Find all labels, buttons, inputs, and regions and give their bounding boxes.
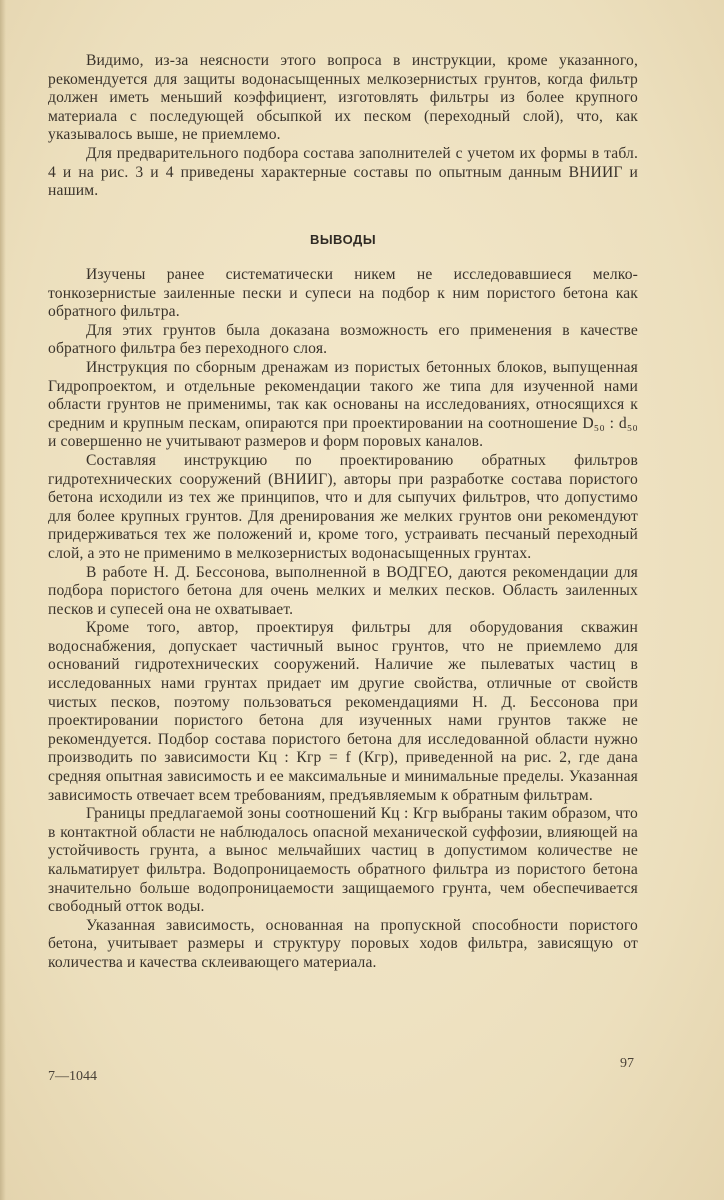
paragraph: Составляя инструкцию по проектированию обратных фильтров гидротехнических сооружений (ВНИИГ), авторы при разработке состава пористого бетона исходили из тех же принципов, что и для сыпучих фильтров, что допустимо для более крупных грунтов. Для дренирования же мелких грунтов они рекомендуют придерживаться тех же положений и, кроме того, устраивать песчаный переходный слой, а это не применимо в мелкозернистых водонасыщенных грунтах. <box>48 451 638 562</box>
paragraph: В работе Н. Д. Бессонова, выполненной в ВОДГЕО, даются рекомендации для подбора пористого бетона для очень мелких и мелких песков. Область заиленных песков и супесей она не охватывает. <box>48 563 638 618</box>
paragraph: Видимо, из-за неясности этого вопроса в инструкции, кроме указанного, рекомендуется для защиты водонасыщенных мелкозернистых грунтов, когда фильтр должен иметь меньший коэффициент, изготовлять фильтры из более крупного материала с последующей обсыпкой их песком (переходный слой), что, как указывалось выше, не приемлемо. <box>48 52 638 144</box>
intro-text <box>48 52 638 201</box>
printer-signature: 7—1044 <box>48 1069 97 1084</box>
paragraph: Для этих грунтов была доказана возможность его применения в качестве обратного фильтра без переходного слоя. <box>48 321 638 358</box>
paragraph: Границы предлагаемой зоны соотношений Кц : Кгр выбраны таким образом, что в контактной области не наблюдалось опасной механической суффозии, влияющей на устойчивость грунта, а вынос мельчайших частиц в допустимом количестве не кальматирует фильтра. Водопроницаемость обратного фильтра из пористого бетона значительно больше водопроницаемости защищаемого грунта, чем обеспечивается свободный отток воды. <box>48 805 638 916</box>
paragraph: Для предварительного подбора состава заполнителей с учетом их формы в табл. 4 и на рис. 3 и 4 приведены характерные составы по опытным данным ВНИИГ и нашим. <box>48 144 638 200</box>
conclusions-text <box>48 266 638 973</box>
page-edge-shadow <box>0 0 6 1200</box>
paragraph: Инструкция по сборным дренажам из пористых бетонных блоков, выпущенная Гидропроектом, и отдельные рекомендации такого же типа для изученной нами области грунтов не применимы, так как основаны на исследованиях, относящихся к средним и крупным пескам, опираются при проектировании на соотношение D₅₀ : d₅₀ и совершенно не учитывают размеров и форм поровых каналов. <box>48 358 638 451</box>
paragraph: Указанная зависимость, основанная на пропускной способности пористого бетона, учитывает размеры и структуру поровых ходов фильтра, зависящую от количества и качества склеивающего материала. <box>48 916 638 971</box>
paragraph: Кроме того, автор, проектируя фильтры для оборудования скважин водоснабжения, допускает частичный вынос грунтов, что не приемлемо для оснований гидротехнических сооружений. Наличие же пылеватых частиц в исследованных нами грунтах придает им другие свойства, отличные от свойств чистых песков, поэтому пользоваться рекомендациями Н. Д. Бессонова при проектировании пористого бетона для изученных нами грунтов также не рекомендуется. Подбор состава пористого бетона для исследованной области нужно производить по зависимости Кц : Кгр = f (Кгр), приведенной на рис. 2, где дана средняя опытная зависимость и ее максимальные и минимальные пределы. Указанная зависимость отвечает всем требованиям, предъявляемым к обратным фильтрам. <box>48 619 638 804</box>
paragraph: Изучены ранее систематически никем не исследовавшиеся мелко-тонкозернистые заиленные пески и супеси на подбор к ним пористого бетона как обратного фильтра. <box>48 266 638 321</box>
section-heading: ВЫВОДЫ <box>309 232 377 247</box>
page-number: 97 <box>620 1056 634 1071</box>
